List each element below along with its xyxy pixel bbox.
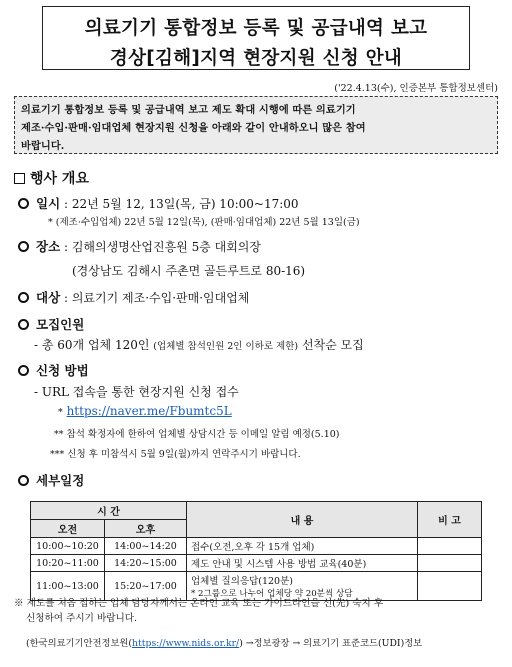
detail-schedule-row (18, 471, 84, 489)
table-header-note: 비 고 (418, 502, 482, 538)
table-cell-content-line: 업체별 질의응답(120분) (191, 576, 293, 587)
table-cell-content-line: * 2그룹으로 나누어 업체당 약 20분씩 상담 (191, 589, 353, 599)
circle-bullet-icon (18, 198, 29, 209)
recruit-suffix: 선착순 모집 (301, 338, 364, 352)
table-header-content: 내 용 (187, 502, 418, 538)
table-cell-am: 10:00~10:20 (31, 538, 105, 555)
section-title: 행사 개요 (30, 171, 89, 187)
detail-schedule-label: 세부일정 (36, 473, 85, 488)
circle-bullet-icon (18, 292, 29, 303)
footer-line (14, 596, 383, 611)
target-row (18, 288, 249, 306)
checkbox-square-icon (14, 173, 25, 184)
recruit-label: 모집인원 (36, 317, 85, 332)
recruit-note: (업체별 참석인원 2인 이하로 제한) (153, 341, 299, 352)
nids-link[interactable]: https://www.nids.or.kr/ (132, 638, 240, 649)
apply-label: 신청 방법 (36, 363, 89, 378)
table-row (31, 555, 482, 572)
table-cell-pm: 14:00~14:20 (105, 538, 187, 555)
venue-label: 장소 (36, 239, 61, 254)
table-cell-note (418, 538, 482, 555)
apply-row (18, 361, 89, 379)
venue-value: : 김해의생명산업진흥원 5층 대회의장 (63, 240, 261, 254)
registration-link[interactable]: https://naver.me/Fbumtc5L (66, 404, 232, 418)
apply-url-line (58, 404, 232, 418)
notice-line: 바랍니다. (21, 140, 65, 152)
table-cell-content: 접수(오전,오후 각 15개 업체) (187, 538, 418, 555)
table-header-time: 시 간 (31, 502, 187, 520)
apply-line1: - URL 접속을 통한 현장지원 신청 접수 (34, 385, 239, 399)
apply-line3: *** 신청 후 미참석시 5월 9일(월)까지 연락주시기 바랍니다. (50, 449, 301, 460)
notice-box (14, 96, 498, 154)
table-cell-content: 제도 안내 및 시스템 사용 방법 교육(40분) (187, 555, 418, 572)
apply-star: * (58, 407, 63, 418)
schedule-table (30, 501, 482, 601)
section-overview (14, 168, 89, 188)
footer-reference (26, 636, 422, 651)
footer-line2: 신청하여 주시기 바랍니다. (26, 613, 138, 624)
reference-mark: ※ (14, 598, 24, 609)
apply-line2: ** 참석 확정자에 한하여 업체별 상담시간 등 이메일 알림 예정(5.10) (54, 429, 340, 440)
circle-bullet-icon (18, 241, 29, 252)
schedule-row (18, 194, 299, 212)
table-cell-am: 10:20~11:00 (31, 555, 105, 572)
venue-row (18, 237, 261, 255)
title-line1: 의료기기 통합정보 등록 및 공급내역 보고 (84, 18, 428, 39)
table-cell-note (418, 572, 482, 601)
table-header-am: 오전 (31, 520, 105, 538)
footer-ref-prefix: (한국의료기기안전정보원( (26, 638, 133, 649)
table-row (31, 538, 482, 555)
footer-line1: 제도를 처음 접하는 업체 담당자께서는 온라인 교육 또는 가이드라인을 선(先) 숙지 후 (26, 598, 384, 609)
title-box (42, 6, 470, 70)
title-line2: 경상[김해]지역 현장지원 신청 안내 (109, 48, 403, 69)
issue-date: ('22.4.13(수), 인증본부 통합정보센터) (334, 83, 498, 94)
notice-line: 제조·수입·판매·임대업체 현장지원 신청을 아래와 같이 안내하오니 많은 참여 (21, 122, 366, 134)
target-value: : 의료기기 제조·수입·판매·임대업체 (63, 291, 250, 305)
target-label: 대상 (36, 290, 61, 305)
recruit-prefix: - 총 60개 업체 120인 (34, 338, 150, 352)
circle-bullet-icon (18, 475, 29, 486)
table-cell-am: 11:00~13:00 (31, 572, 105, 601)
table-cell-pm: 15:20~17:00 (105, 572, 187, 601)
notice-line: 의료기기 통합정보 등록 및 공급내역 보고 제도 확대 시행에 따른 의료기기 (21, 104, 356, 116)
schedule-value: : 22년 5월 12, 13일(목, 금) 10:00~17:00 (63, 197, 299, 211)
venue-address: (경상남도 김해시 주촌면 골든루트로 80-16) (72, 264, 306, 278)
table-cell-note (418, 555, 482, 572)
recruit-row (18, 315, 84, 333)
recruit-detail (34, 336, 364, 353)
footer-ref-suffix: ) →정보광장 → 의료기기 표준코드(UDI)정보 (239, 638, 423, 649)
circle-bullet-icon (18, 365, 29, 376)
footer-note (14, 596, 383, 626)
schedule-label: 일시 (36, 196, 61, 211)
table-header-pm: 오후 (105, 520, 187, 538)
schedule-detail: * (제조·수입업체) 22년 5월 12일(목), (판매·임대업체) 22년 5월 13일(금) (48, 217, 360, 228)
circle-bullet-icon (18, 319, 29, 330)
table-cell-pm: 14:20~15:00 (105, 555, 187, 572)
